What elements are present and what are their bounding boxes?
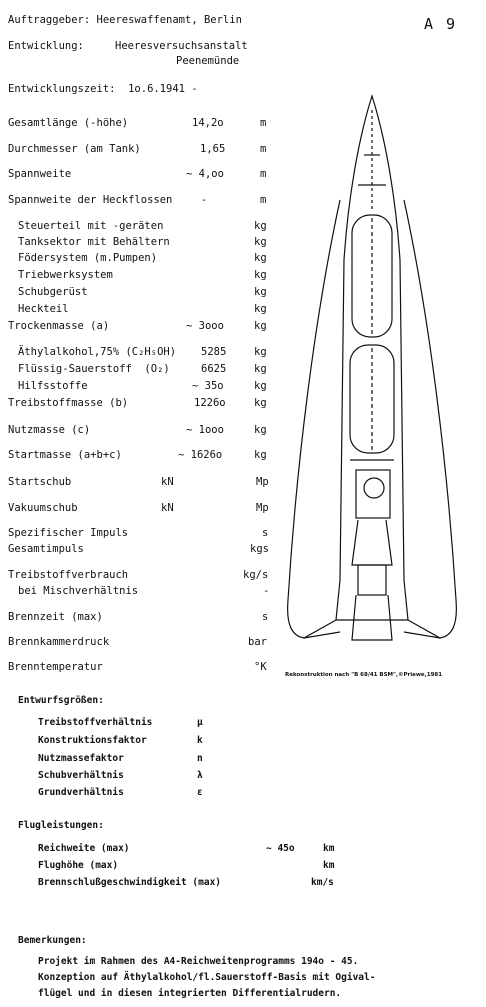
spec-label: Startmasse (a+b+c) xyxy=(8,449,122,461)
spec-label: Tanksektor mit Behältern xyxy=(18,236,170,248)
spec-value: - xyxy=(201,194,208,206)
spec-unit: kg xyxy=(254,303,267,315)
drawing-caption: Rekonstruktion nach "B 68/41 BSM",©Priewe,1981 xyxy=(285,672,443,678)
client-line: Auftraggeber: Heereswaffenamt, Berlin xyxy=(8,14,242,26)
spec-label: Treibstoffverbrauch xyxy=(8,569,129,581)
spec-unit: kg xyxy=(254,286,267,298)
design-symbol: n xyxy=(197,753,203,764)
spec-unit: kg xyxy=(254,220,267,232)
spec-value: 14,2o xyxy=(192,117,224,129)
design-symbol: µ xyxy=(197,717,203,728)
spec-label: Trockenmasse (a) xyxy=(8,320,110,332)
spec-value: kN xyxy=(161,502,174,514)
spec-unit: kg xyxy=(254,269,267,281)
design-label: Treibstoffverhältnis xyxy=(38,717,153,728)
development-line1: Heeresversuchsanstalt xyxy=(115,40,248,52)
spec-unit: m xyxy=(260,143,267,155)
spec-unit: kg xyxy=(254,424,267,436)
design-label: Konstruktionsfaktor xyxy=(38,735,147,746)
spec-value: 1,65 xyxy=(200,143,226,155)
right-fin xyxy=(404,200,456,638)
spec-unit: kg xyxy=(254,363,267,375)
flight-unit: km xyxy=(323,860,335,871)
remarks-line: Projekt im Rahmen des A4-Reichweitenprogramms 194o - 45. xyxy=(38,956,359,967)
spec-unit: s xyxy=(262,611,269,623)
spec-value: 5285 xyxy=(201,346,227,358)
remarks-title: Bemerkungen: xyxy=(18,935,87,946)
spec-label: Födersystem (m.Pumpen) xyxy=(18,252,158,264)
spec-label: Schubgerüst xyxy=(18,286,88,298)
spec-value: ~ 1626o xyxy=(178,449,223,461)
spec-unit: kg xyxy=(254,252,267,264)
flight-label: Flughöhe (max) xyxy=(38,860,119,871)
spec-unit: s xyxy=(262,527,269,539)
design-symbol: k xyxy=(197,735,203,746)
development-time: Entwicklungszeit: 1o.6.1941 - xyxy=(8,83,198,95)
spec-unit: - xyxy=(263,585,270,597)
spec-label: bei Mischverhältnis xyxy=(18,585,139,597)
spec-unit: °K xyxy=(254,661,267,673)
flight-unit: km/s xyxy=(311,877,334,888)
spec-value: ~ 4,oo xyxy=(186,168,224,180)
designation-label: A 9 xyxy=(424,15,458,33)
flight-unit: km xyxy=(323,843,335,854)
spec-label: Gesamtimpuls xyxy=(8,543,84,555)
spec-unit: m xyxy=(260,168,267,180)
spec-label: Startschub xyxy=(8,476,72,488)
spec-label: Durchmesser (am Tank) xyxy=(8,143,141,155)
spec-value: ~ 35o xyxy=(192,380,224,392)
spec-label: Flüssig-Sauerstoff (O₂) xyxy=(18,363,170,375)
remarks-line: Konzeption auf Äthylalkohol/fl.Sauerstoff-Basis mit Ogival- xyxy=(38,972,376,983)
spec-unit: kg/s xyxy=(243,569,269,581)
spec-value: 1226o xyxy=(194,397,226,409)
spec-unit: m xyxy=(260,117,267,129)
spec-label: Brennkammerdruck xyxy=(8,636,110,648)
spec-label: Spannweite xyxy=(8,168,72,180)
spec-unit: Mp xyxy=(256,502,269,514)
spec-unit: bar xyxy=(248,636,267,648)
spec-label: Nutzmasse (c) xyxy=(8,424,91,436)
spec-value: ~ 1ooo xyxy=(186,424,224,436)
flight-section-title: Flugleistungen: xyxy=(18,820,104,831)
spec-label: Gesamtlänge (-höhe) xyxy=(8,117,129,129)
spec-unit: kg xyxy=(254,236,267,248)
spec-unit: Mp xyxy=(256,476,269,488)
spec-value: ~ 3ooo xyxy=(186,320,224,332)
design-symbol: ε xyxy=(197,787,203,798)
spec-value: 6625 xyxy=(201,363,227,375)
spec-label: Steuerteil mit -geräten xyxy=(18,220,164,232)
nozzle xyxy=(352,595,392,640)
spec-unit: kg xyxy=(254,380,267,392)
spec-unit: m xyxy=(260,194,267,206)
design-label: Nutzmassefaktor xyxy=(38,753,124,764)
flight-value: ~ 45o xyxy=(266,843,295,854)
spec-unit: kg xyxy=(254,320,267,332)
spec-unit: kg xyxy=(254,346,267,358)
design-symbol: λ xyxy=(197,770,203,781)
spec-label: Spezifischer Impuls xyxy=(8,527,129,539)
turbopump xyxy=(364,478,384,498)
spec-label: Heckteil xyxy=(18,303,69,315)
spec-value: kN xyxy=(161,476,174,488)
spec-unit: kg xyxy=(254,449,267,461)
spec-label: Hilfsstoffe xyxy=(18,380,88,392)
remarks-line: flügel und in diesen integrierten Differentialrudern. xyxy=(38,988,342,999)
spec-label: Vakuumschub xyxy=(8,502,78,514)
design-label: Schubverhältnis xyxy=(38,770,124,781)
design-section-title: Entwurfsgrößen: xyxy=(18,695,104,706)
design-label: Grundverhältnis xyxy=(38,787,124,798)
spec-label: Brennzeit (max) xyxy=(8,611,103,623)
development-line2: Peenemünde xyxy=(176,55,240,67)
flight-label: Reichweite (max) xyxy=(38,843,130,854)
flight-label: Brennschlußgeschwindigkeit (max) xyxy=(38,877,222,888)
spec-label: Triebwerksystem xyxy=(18,269,113,281)
spec-unit: kgs xyxy=(250,543,269,555)
spec-label: Äthylalkohol,75% (C₂H₅OH) xyxy=(18,346,177,358)
development-label: Entwicklung: xyxy=(8,40,84,52)
spec-label: Treibstoffmasse (b) xyxy=(8,397,129,409)
spec-unit: kg xyxy=(254,397,267,409)
spec-label: Brenntemperatur xyxy=(8,661,103,673)
spec-label: Spannweite der Heckflossen xyxy=(8,194,173,206)
left-fin xyxy=(288,200,340,638)
